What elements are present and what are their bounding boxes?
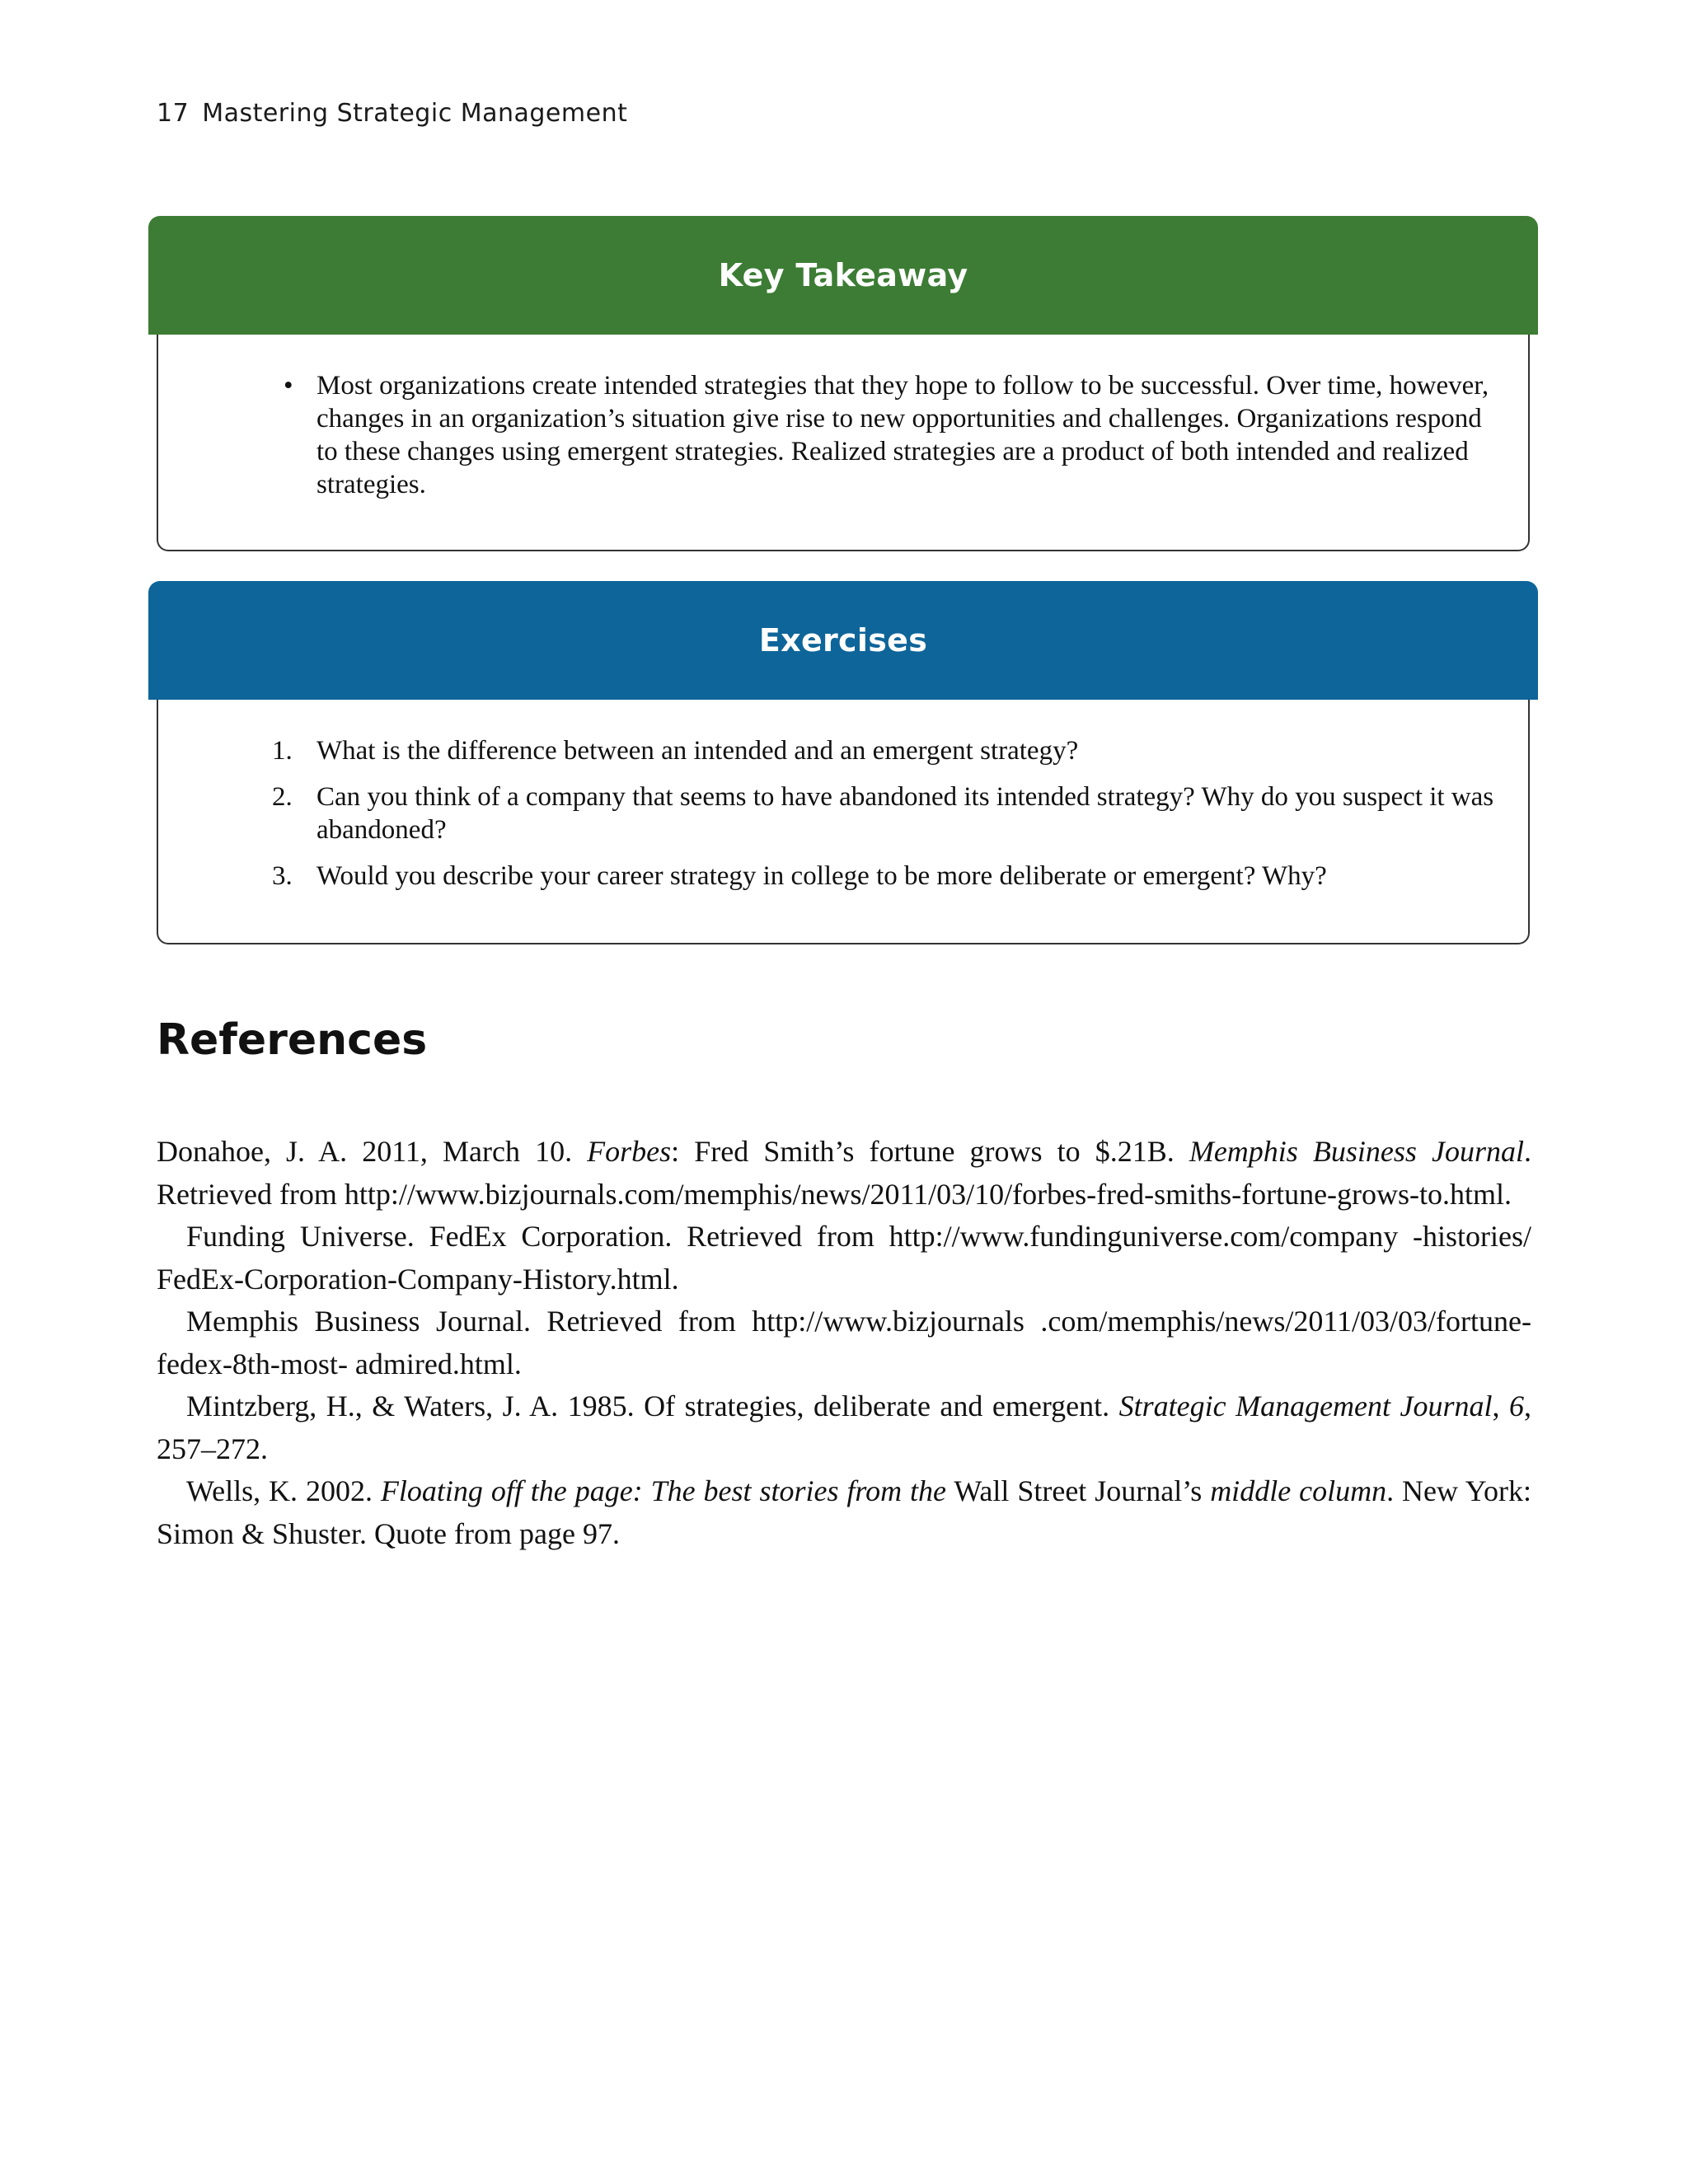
- item-text: What is the difference between an intended and an emergent strategy?: [316, 736, 1079, 766]
- list-item: [158, 780, 1495, 846]
- reference-text: Mintzberg, H., & Waters, J. A. 1985. Of strategies, deliberate and emergent.: [186, 1390, 1119, 1422]
- reference-italic: Memphis Business Journal: [1189, 1135, 1525, 1168]
- reference-text: Memphis Business Journal. Retrieved from http://www.bizjournals .com/memphis/news/2011/03/03/fortune-fedex-8th-most- admired.html.: [157, 1305, 1531, 1380]
- reference-text: , 257–272.: [157, 1390, 1531, 1465]
- key-takeaway-title: Key Takeaway: [148, 216, 1538, 335]
- reference-text: : Fred Smith’s fortune grows to $.21B.: [671, 1135, 1189, 1168]
- list-item: [158, 369, 1495, 501]
- reference-entry: [157, 1470, 1531, 1555]
- reference-text: . New York: Simon & Shuster. Quote from page 97.: [157, 1474, 1531, 1550]
- reference-entry: [157, 1385, 1531, 1470]
- reference-italic: Strategic Management Journal: [1118, 1390, 1493, 1422]
- key-takeaway-body: [157, 335, 1530, 551]
- reference-text: Wall Street Journal’s: [946, 1474, 1211, 1507]
- item-text: Can you think of a company that seems to have abandoned its intended strategy? Why do you suspect it was abandoned?: [316, 782, 1494, 845]
- key-takeaway-box: [148, 216, 1538, 551]
- list-item: [158, 860, 1495, 893]
- key-takeaway-list: [158, 369, 1495, 501]
- bullet-text: Most organizations create intended strategies that they hope to follow to be successful. Over time, however, changes in an organization’s situation give rise to new opportunities and challenges. Organizations respond to these changes using emergent strategies. Realized strategies are a product of both intended and realized strategies.: [316, 371, 1489, 499]
- reference-entry: [157, 1301, 1531, 1385]
- reference-entry: [157, 1131, 1531, 1216]
- reference-text: . Retrieved from http://www.bizjournals.com/memphis/news/2011/03/10/forbes-fred-smiths-fortune-grows-to.html.: [157, 1135, 1532, 1211]
- exercises-title: Exercises: [148, 581, 1538, 700]
- item-number: 1.: [272, 736, 293, 766]
- reference-italic: 6: [1508, 1390, 1524, 1422]
- list-item: [158, 734, 1495, 767]
- exercises-list: [158, 734, 1495, 893]
- reference-italic: Forbes: [587, 1135, 672, 1168]
- reference-text: Funding Universe. FedEx Corporation. Retrieved from http://www.fundinguniverse.com/company -histories/ FedEx-Corporation-Company-History.html.: [157, 1220, 1531, 1296]
- page-number: 17: [157, 99, 190, 128]
- reference-italic: Floating off the page: The best stories from the: [380, 1474, 947, 1507]
- references-heading: References: [157, 1015, 428, 1065]
- references-list: [157, 1131, 1531, 1555]
- reference-text: Wells, K. 2002.: [186, 1474, 381, 1507]
- item-text: Would you describe your career strategy in college to be more deliberate or emergent? Why?: [316, 861, 1327, 891]
- reference-italic: middle column: [1210, 1474, 1387, 1507]
- item-number: 2.: [272, 782, 293, 812]
- exercises-body: [157, 700, 1530, 944]
- item-number: 3.: [272, 861, 293, 891]
- book-title: Mastering Strategic Management: [202, 99, 628, 128]
- reference-entry: [157, 1216, 1531, 1301]
- bullet-mark: •: [284, 371, 293, 401]
- running-header: [157, 99, 627, 128]
- exercises-box: [148, 581, 1538, 944]
- reference-text: Donahoe, J. A. 2011, March 10.: [157, 1135, 588, 1168]
- reference-text: ,: [1492, 1390, 1509, 1422]
